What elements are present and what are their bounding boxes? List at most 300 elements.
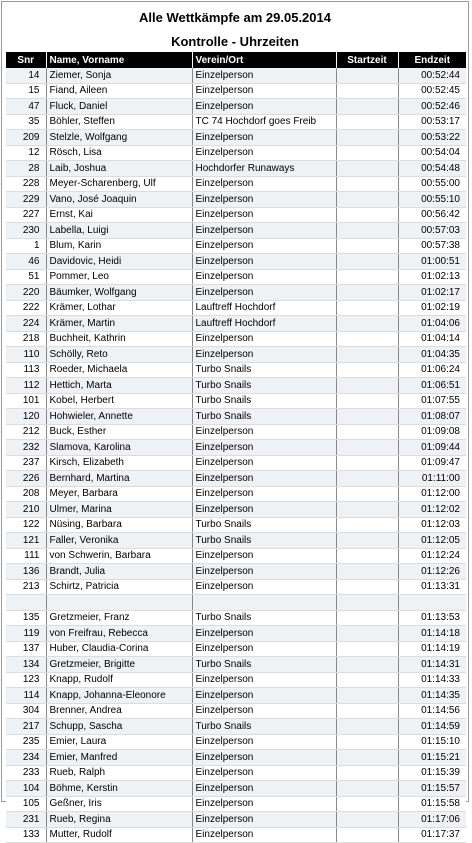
table-row [6,362,466,378]
cell-club: Einzelperson [192,68,336,83]
cell-club: Turbo Snails [192,533,336,549]
table-row [6,316,466,332]
cell-end-time: 01:08:07 [398,409,466,425]
table-row [6,114,466,130]
cell-snr: 233 [6,765,46,781]
table-body [6,68,466,843]
cell-snr: 35 [6,114,46,130]
table-row [6,517,466,533]
cell-snr: 110 [6,347,46,363]
table-row [6,812,466,828]
cell-name: Buck, Esther [46,424,192,440]
cell-club: Einzelperson [192,440,336,456]
cell-snr: 228 [6,176,46,192]
cell-club: Einzelperson [192,486,336,502]
cell-club: Einzelperson [192,626,336,642]
cell-snr: 304 [6,703,46,719]
cell-start-time [336,161,398,177]
cell-start-time [336,393,398,409]
cell-club: Einzelperson [192,502,336,518]
table-row [6,254,466,270]
cell-start-time [336,827,398,843]
cell-end-time: 01:15:10 [398,734,466,750]
cell-end-time: 00:52:45 [398,83,466,99]
cell-snr: 224 [6,316,46,332]
cell-club [192,595,336,611]
cell-club: Einzelperson [192,269,336,285]
cell-start-time [336,719,398,735]
cell-club: Einzelperson [192,145,336,161]
cell-snr: 220 [6,285,46,301]
cell-snr: 209 [6,130,46,146]
cell-start-time [336,750,398,766]
cell-snr: 14 [6,68,46,83]
cell-end-time: 01:14:19 [398,641,466,657]
table-row [6,750,466,766]
cell-end-time: 01:12:05 [398,533,466,549]
cell-end-time: 01:04:14 [398,331,466,347]
cell-name: Rueb, Regina [46,812,192,828]
cell-start-time [336,471,398,487]
cell-name: Nüsing, Barbara [46,517,192,533]
cell-start-time [336,347,398,363]
cell-club: Turbo Snails [192,409,336,425]
cell-club: Einzelperson [192,285,336,301]
cell-name: Davidovic, Heidi [46,254,192,270]
table-row [6,347,466,363]
table-row [6,331,466,347]
cell-end-time: 01:15:57 [398,781,466,797]
cell-name: Stelzle, Wolfgang [46,130,192,146]
table-row [6,99,466,115]
cell-name: Blum, Karin [46,238,192,254]
cell-start-time [336,238,398,254]
cell-end-time: 01:09:08 [398,424,466,440]
cell-club: Einzelperson [192,176,336,192]
cell-start-time [336,657,398,673]
cell-end-time: 01:11:00 [398,471,466,487]
cell-name: Meyer, Barbara [46,486,192,502]
cell-start-time [336,672,398,688]
cell-snr: 101 [6,393,46,409]
table-row [6,502,466,518]
cell-name: Gretzmeier, Franz [46,610,192,626]
cell-club: Einzelperson [192,641,336,657]
cell-end-time: 01:02:17 [398,285,466,301]
cell-name: Faller, Veronika [46,533,192,549]
cell-end-time: 01:04:35 [398,347,466,363]
cell-start-time [336,564,398,580]
cell-end-time: 00:54:48 [398,161,466,177]
cell-name: Fluck, Daniel [46,99,192,115]
cell-name: Huber, Claudia-Corina [46,641,192,657]
cell-start-time [336,595,398,611]
cell-club: Einzelperson [192,424,336,440]
cell-club: Turbo Snails [192,378,336,394]
table-row [6,285,466,301]
cell-name: Schölly, Reto [46,347,192,363]
cell-start-time [336,641,398,657]
cell-snr: 232 [6,440,46,456]
cell-start-time [336,254,398,270]
table-row [6,796,466,812]
table-row [6,455,466,471]
cell-snr: 217 [6,719,46,735]
cell-start-time [336,548,398,564]
cell-end-time: 00:57:03 [398,223,466,239]
cell-club: Einzelperson [192,812,336,828]
cell-club: Einzelperson [192,130,336,146]
cell-club: Einzelperson [192,548,336,564]
cell-start-time [336,285,398,301]
cell-end-time: 01:02:13 [398,269,466,285]
cell-end-time: 01:07:55 [398,393,466,409]
cell-snr: 218 [6,331,46,347]
cell-club: Einzelperson [192,83,336,99]
cell-end-time: 00:57:38 [398,238,466,254]
cell-end-time: 01:12:02 [398,502,466,518]
cell-name: Knapp, Johanna-Eleonore [46,688,192,704]
cell-start-time [336,300,398,316]
table-row [6,533,466,549]
cell-snr: 230 [6,223,46,239]
results-table [6,52,466,843]
column-header-end: Endzeit [398,52,466,68]
cell-end-time: 01:15:39 [398,765,466,781]
cell-start-time [336,812,398,828]
cell-name: Böhme, Kerstin [46,781,192,797]
table-row [6,595,466,611]
cell-end-time: 01:06:24 [398,362,466,378]
cell-snr: 120 [6,409,46,425]
cell-snr: 226 [6,471,46,487]
cell-start-time [336,626,398,642]
table-row [6,223,466,239]
cell-snr: 231 [6,812,46,828]
cell-club: Turbo Snails [192,610,336,626]
cell-snr: 212 [6,424,46,440]
cell-end-time: 01:14:31 [398,657,466,673]
table-row [6,719,466,735]
cell-start-time [336,269,398,285]
cell-snr [6,595,46,611]
cell-snr: 46 [6,254,46,270]
table-row [6,548,466,564]
cell-end-time: 01:12:03 [398,517,466,533]
cell-start-time [336,502,398,518]
cell-end-time: 01:15:21 [398,750,466,766]
cell-name: von Schwerin, Barbara [46,548,192,564]
cell-snr: 113 [6,362,46,378]
cell-name: Schirtz, Patricia [46,579,192,595]
cell-start-time [336,688,398,704]
cell-start-time [336,145,398,161]
table-row [6,734,466,750]
cell-end-time: 01:13:31 [398,579,466,595]
cell-end-time: 00:52:46 [398,99,466,115]
cell-end-time: 00:53:17 [398,114,466,130]
cell-club: Einzelperson [192,223,336,239]
table-row [6,300,466,316]
table-row [6,409,466,425]
table-row [6,703,466,719]
cell-club: Einzelperson [192,672,336,688]
column-header-snr: Snr [6,52,46,68]
table-row [6,486,466,502]
cell-end-time: 01:14:59 [398,719,466,735]
table-row [6,145,466,161]
cell-start-time [336,703,398,719]
table-header-row [6,52,466,68]
cell-name: Mutter, Rudolf [46,827,192,843]
page-subtitle: Kontrolle - Uhrzeiten [171,34,299,49]
table-row [6,83,466,99]
cell-club: Einzelperson [192,254,336,270]
cell-club: Einzelperson [192,688,336,704]
cell-end-time: 00:53:22 [398,130,466,146]
cell-snr: 111 [6,548,46,564]
cell-club: Hochdorfer Runaways [192,161,336,177]
cell-start-time [336,796,398,812]
cell-snr: 12 [6,145,46,161]
cell-snr: 137 [6,641,46,657]
cell-name: Buchheit, Kathrin [46,331,192,347]
page-title: Alle Wettkämpfe am 29.05.2014 [139,10,331,25]
cell-start-time [336,517,398,533]
cell-snr: 135 [6,610,46,626]
cell-name: Gretzmeier, Brigitte [46,657,192,673]
cell-end-time: 01:06:51 [398,378,466,394]
cell-end-time: 01:13:53 [398,610,466,626]
cell-end-time: 01:12:26 [398,564,466,580]
cell-name: Schupp, Sascha [46,719,192,735]
cell-snr: 15 [6,83,46,99]
cell-name: Kobel, Herbert [46,393,192,409]
cell-name: Labella, Luigi [46,223,192,239]
table-row [6,641,466,657]
cell-name: Hohwieler, Annette [46,409,192,425]
cell-name: Bernhard, Martina [46,471,192,487]
table-row [6,657,466,673]
table-row [6,269,466,285]
cell-club: Einzelperson [192,192,336,208]
cell-start-time [336,781,398,797]
table-row [6,176,466,192]
cell-snr: 210 [6,502,46,518]
cell-club: Einzelperson [192,331,336,347]
cell-end-time: 01:12:00 [398,486,466,502]
cell-end-time: 01:14:56 [398,703,466,719]
cell-club: Einzelperson [192,455,336,471]
cell-name: Ernst, Kai [46,207,192,223]
table-row [6,192,466,208]
table-row [6,68,466,83]
cell-club: Einzelperson [192,765,336,781]
cell-snr: 1 [6,238,46,254]
cell-end-time [398,595,466,611]
cell-start-time [336,734,398,750]
cell-start-time [336,455,398,471]
cell-name [46,595,192,611]
cell-start-time [336,130,398,146]
cell-start-time [336,114,398,130]
cell-club: Einzelperson [192,703,336,719]
cell-end-time: 01:09:44 [398,440,466,456]
cell-start-time [336,83,398,99]
column-header-club: Verein/Ort [192,52,336,68]
cell-name: Rueb, Ralph [46,765,192,781]
cell-club: Einzelperson [192,471,336,487]
cell-name: Ulmer, Marina [46,502,192,518]
cell-club: Turbo Snails [192,362,336,378]
cell-end-time: 01:09:47 [398,455,466,471]
cell-end-time: 01:04:06 [398,316,466,332]
table-row [6,688,466,704]
cell-snr: 237 [6,455,46,471]
cell-club: TC 74 Hochdorf goes Freib [192,114,336,130]
cell-name: Roeder, Michaela [46,362,192,378]
cell-snr: 213 [6,579,46,595]
cell-club: Einzelperson [192,564,336,580]
cell-snr: 123 [6,672,46,688]
table-row [6,471,466,487]
cell-start-time [336,440,398,456]
cell-start-time [336,424,398,440]
cell-snr: 229 [6,192,46,208]
column-header-name: Name, Vorname [46,52,192,68]
cell-end-time: 00:54:04 [398,145,466,161]
cell-club: Turbo Snails [192,657,336,673]
cell-start-time [336,765,398,781]
cell-start-time [336,331,398,347]
cell-club: Einzelperson [192,99,336,115]
cell-start-time [336,223,398,239]
cell-name: von Freifrau, Rebecca [46,626,192,642]
cell-name: Emier, Manfred [46,750,192,766]
cell-end-time: 01:17:37 [398,827,466,843]
cell-end-time: 01:14:18 [398,626,466,642]
cell-name: Krämer, Martin [46,316,192,332]
cell-start-time [336,316,398,332]
cell-end-time: 01:15:58 [398,796,466,812]
cell-name: Pommer, Leo [46,269,192,285]
table-row [6,440,466,456]
cell-snr: 234 [6,750,46,766]
cell-snr: 114 [6,688,46,704]
cell-start-time [336,409,398,425]
table-row [6,579,466,595]
cell-end-time: 00:52:44 [398,68,466,83]
cell-end-time: 00:56:42 [398,207,466,223]
cell-snr: 235 [6,734,46,750]
cell-start-time [336,533,398,549]
cell-snr: 222 [6,300,46,316]
table-row [6,765,466,781]
cell-start-time [336,68,398,83]
cell-snr: 136 [6,564,46,580]
table-row [6,672,466,688]
cell-snr: 112 [6,378,46,394]
cell-end-time: 00:55:10 [398,192,466,208]
cell-club: Einzelperson [192,781,336,797]
cell-start-time [336,610,398,626]
table-row [6,827,466,843]
table-row [6,238,466,254]
cell-start-time [336,579,398,595]
cell-start-time [336,378,398,394]
table-row [6,378,466,394]
cell-name: Brandt, Julia [46,564,192,580]
cell-snr: 51 [6,269,46,285]
cell-snr: 227 [6,207,46,223]
cell-club: Einzelperson [192,347,336,363]
cell-start-time [336,176,398,192]
cell-name: Ziemer, Sonja [46,68,192,83]
cell-snr: 208 [6,486,46,502]
cell-club: Einzelperson [192,579,336,595]
cell-club: Einzelperson [192,796,336,812]
cell-name: Böhler, Steffen [46,114,192,130]
cell-name: Vano, José Joaquin [46,192,192,208]
cell-name: Fiand, Aileen [46,83,192,99]
cell-snr: 28 [6,161,46,177]
cell-snr: 104 [6,781,46,797]
cell-name: Knapp, Rudolf [46,672,192,688]
cell-snr: 121 [6,533,46,549]
cell-club: Einzelperson [192,734,336,750]
cell-name: Emier, Laura [46,734,192,750]
cell-snr: 122 [6,517,46,533]
cell-snr: 133 [6,827,46,843]
cell-name: Bäumker, Wolfgang [46,285,192,301]
cell-end-time: 01:02:19 [398,300,466,316]
cell-club: Turbo Snails [192,517,336,533]
cell-end-time: 01:14:33 [398,672,466,688]
table-row [6,130,466,146]
cell-name: Rösch, Lisa [46,145,192,161]
cell-end-time: 01:17:06 [398,812,466,828]
cell-snr: 105 [6,796,46,812]
cell-name: Geßner, Iris [46,796,192,812]
cell-end-time: 01:00:51 [398,254,466,270]
table-row [6,207,466,223]
table-row [6,424,466,440]
cell-name: Brenner, Andrea [46,703,192,719]
cell-start-time [336,207,398,223]
cell-name: Slamova, Karolina [46,440,192,456]
table-row [6,161,466,177]
cell-end-time: 00:55:00 [398,176,466,192]
cell-club: Turbo Snails [192,719,336,735]
cell-end-time: 01:14:35 [398,688,466,704]
cell-name: Kirsch, Elizabeth [46,455,192,471]
table-row [6,393,466,409]
cell-club: Einzelperson [192,750,336,766]
table-row [6,626,466,642]
table-row [6,781,466,797]
cell-club: Lauftreff Hochdorf [192,300,336,316]
cell-start-time [336,362,398,378]
cell-name: Meyer-Scharenberg, Ulf [46,176,192,192]
cell-start-time [336,192,398,208]
cell-start-time [336,486,398,502]
cell-start-time [336,99,398,115]
column-header-start: Startzeit [336,52,398,68]
cell-club: Einzelperson [192,238,336,254]
cell-name: Laib, Joshua [46,161,192,177]
cell-snr: 119 [6,626,46,642]
cell-end-time: 01:12:24 [398,548,466,564]
